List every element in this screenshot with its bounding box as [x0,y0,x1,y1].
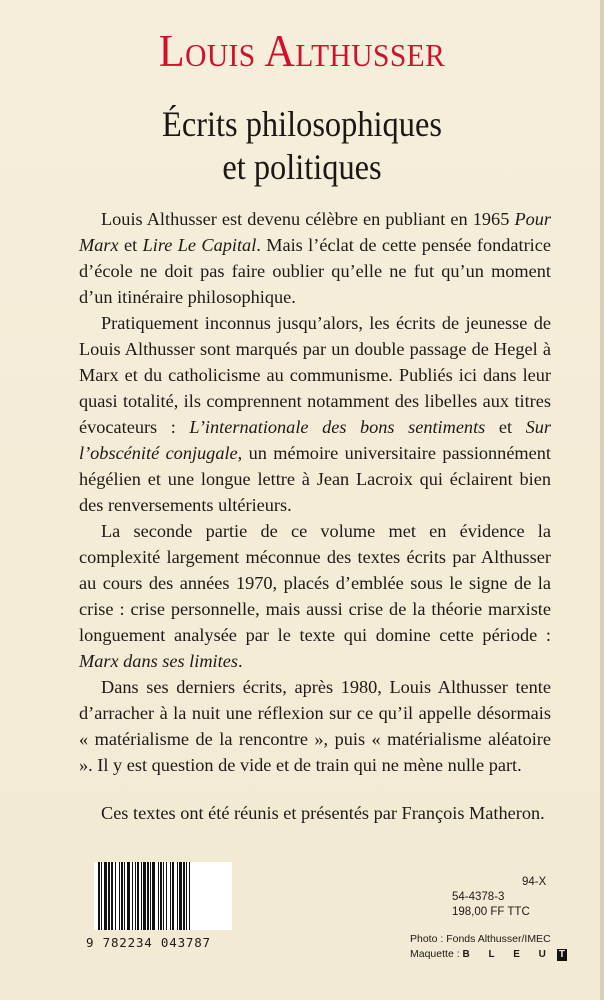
paragraph-text: Ces textes ont été réunis et présentés par François Matheron. [101,803,545,823]
code-1: 94-X [522,876,547,888]
italic-title: Lire Le Capital [142,235,257,255]
blurb-text [79,206,551,826]
barcode-bar [190,862,191,930]
design-credit-label: Maquette : [410,948,463,960]
italic-title: Sur l’obscénité conjugale [79,417,551,463]
title-line-2: et politiques [222,147,382,187]
paragraph-text: et [485,417,526,437]
design-credit-letters: B L E U [462,949,554,960]
blurb-paragraph [79,800,551,826]
price: 198,00 FF TTC [452,906,530,918]
italic-title: L’internationale des bons sentiments [189,417,486,437]
design-credit [410,947,590,962]
italic-title: Marx dans ses limites [79,651,238,671]
blurb-paragraph [79,674,551,778]
paragraph-text: Pratiquement inconnus jusqu’alors, les écrits de jeunesse de Louis Althusser sont marqués par un double passage de Hegel à Marx et du catholicisme au communisme. Publiés ici dans leur quasi totalité, ils comprennent notamment des libelles aux titres évocateurs : [79,313,551,437]
code-2: 54-4378-3 [452,891,505,903]
blurb-paragraph [79,518,551,674]
photo-credit: Photo : Fonds Althusser/IMEC [410,933,551,945]
paragraph-text: , un mémoire universitaire passionnément hégélien et une longue lettre à Jean Lacroix qui éclairent bien des renversements ultérieurs. [79,443,551,515]
paragraph-text: La seconde partie de ce volume met en évidence la complexité largement méconnue des textes écrits par Althusser au cours des années 1970, placés d’emblée sous le signe de la crise : crise personnelle, mais aussi crise de la théorie marxiste longuement analysée par le texte qui domine cette période : [79,521,551,645]
italic-title: Pour Marx [79,209,551,255]
title-line-1: Écrits philosophiques [162,104,442,144]
paragraph-text: . Mais l’éclat de cette pensée fondatrice d’école ne doit pas faire oublier qu’elle ne fut qu’un moment d’un itinéraire philosophique. [79,235,551,307]
design-credit-last-letter: T [558,949,565,960]
barcode [94,862,232,930]
catalog-codes [452,875,572,920]
page-edge [600,0,604,1000]
book-title [30,103,574,189]
barcode-digits: 9 782234 043787 [86,935,211,950]
paragraph-text: Louis Althusser est devenu célèbre en publiant en 1965 [101,209,515,229]
paragraph-text: et [118,235,143,255]
paragraph-text: . [237,651,243,671]
author-name: Louis Althusser [158,25,446,76]
paragraph-text: Dans ses derniers écrits, après 1980, Louis Althusser tente d’arracher à la nuit une réflexion sur ce qu’il appelle désormais « matérialisme de la rencontre », puis « matérialisme aléatoire ». Il y est question de vide et de train qui ne mène nulle part. [79,677,551,775]
blurb-paragraph [79,310,551,518]
credits [410,932,590,962]
blurb-paragraph [79,206,551,310]
